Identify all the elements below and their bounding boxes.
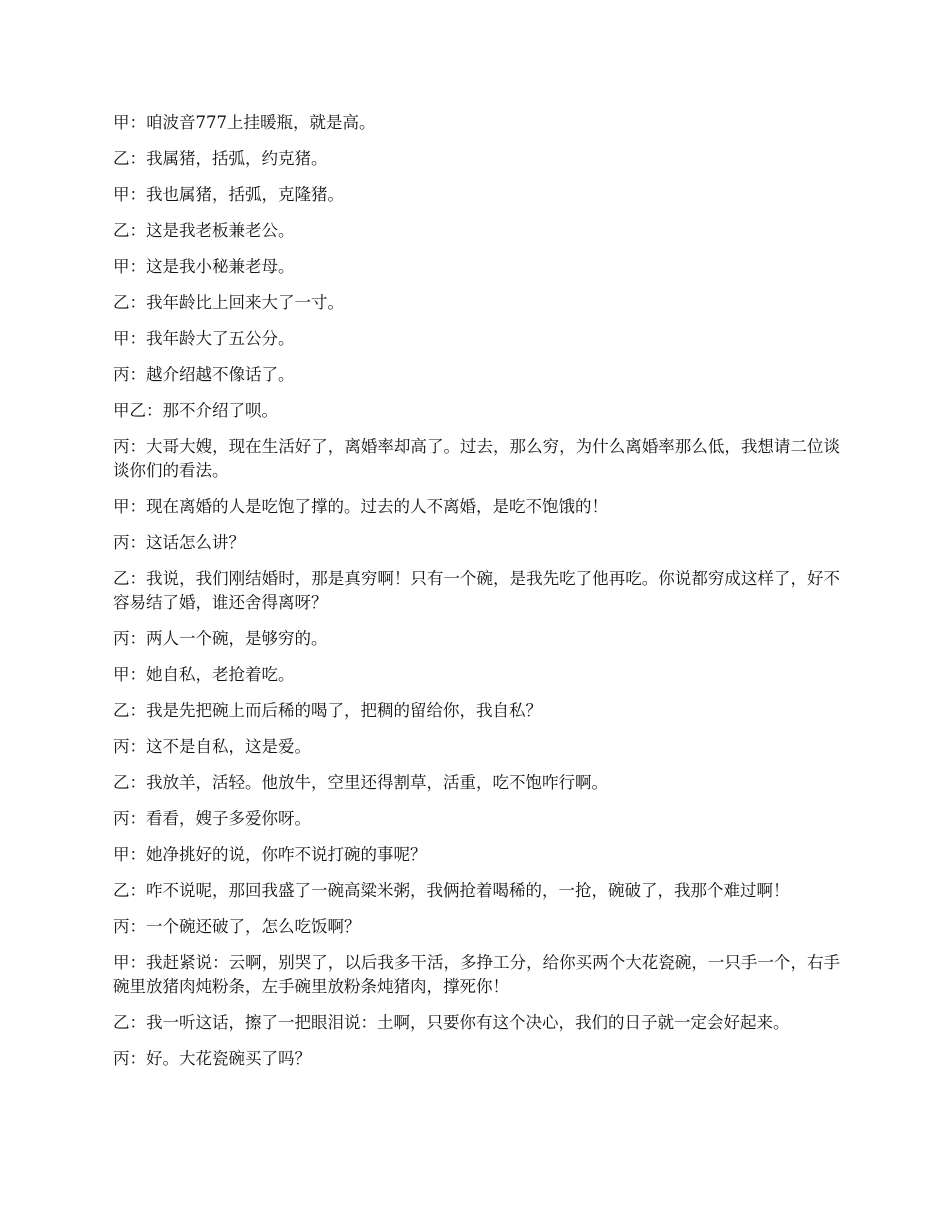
dialogue-line: 丙：大哥大嫂，现在生活好了，离婚率却高了。过去，那么穷，为什么离婚率那么低，我想请二位谈谈你们的看法。 — [113, 437, 840, 480]
dialogue-line: 甲：我年龄大了五公分。 — [113, 329, 295, 348]
dialogue-text — [113, 111, 840, 1083]
dialogue-line: 丙：越介绍越不像话了。 — [113, 365, 295, 384]
dialogue-line: 丙：一个碗还破了，怎么吃饭啊？ — [113, 917, 361, 936]
dialogue-line: 丙：看看，嫂子多爱你呀。 — [113, 809, 311, 828]
dialogue-line: 甲：我赶紧说：云啊，别哭了，以后我多干活，多挣工分，给你买两个大花瓷碗，一只手一个，右手碗里放猪肉炖粉条，左手碗里放粉条炖猪肉，撑死你！ — [113, 953, 840, 996]
dialogue-line: 甲：我也属猪，括弧，克隆猪。 — [113, 185, 344, 204]
dialogue-line: 甲乙：那不介绍了呗。 — [113, 401, 278, 420]
dialogue-line: 乙：我属猪，括弧，约克猪。 — [113, 149, 328, 168]
dialogue-line: 丙：这话怎么讲？ — [113, 533, 245, 552]
dialogue-line: 乙：咋不说呢，那回我盛了一碗高粱米粥，我俩抢着喝稀的，一抢，碗破了，我那个难过啊！ — [113, 881, 790, 900]
dialogue-line: 乙：我一听这话，擦了一把眼泪说：土啊，只要你有这个决心，我们的日子就一定会好起来。 — [113, 1013, 790, 1032]
dialogue-line: 乙：我年龄比上回来大了一寸。 — [113, 293, 344, 312]
dialogue-line: 甲：现在离婚的人是吃饱了撑的。过去的人不离婚，是吃不饱饿的！ — [113, 497, 608, 516]
dialogue-line: 乙：我放羊，活轻。他放牛，空里还得割草，活重，吃不饱咋行啊。 — [113, 773, 608, 792]
dialogue-line: 甲：咱波音777上挂暖瓶，就是高。 — [113, 113, 376, 132]
dialogue-line: 丙：这不是自私，这是爱。 — [113, 737, 311, 756]
dialogue-line: 乙：我是先把碗上而后稀的喝了，把稠的留给你，我自私？ — [113, 701, 542, 720]
dialogue-line: 乙：我说，我们刚结婚时，那是真穷啊！只有一个碗，是我先吃了他再吃。你说都穷成这样了，好不容易结了婚，谁还舍得离呀？ — [113, 569, 840, 612]
dialogue-line: 丙：好。大花瓷碗买了吗？ — [113, 1049, 311, 1068]
dialogue-line: 甲：这是我小秘兼老母。 — [113, 257, 295, 276]
dialogue-line: 乙：这是我老板兼老公。 — [113, 221, 295, 240]
dialogue-line: 甲：她自私，老抢着吃。 — [113, 665, 295, 684]
dialogue-line: 丙：两人一个碗，是够穷的。 — [113, 629, 328, 648]
dialogue-line: 甲：她净挑好的说，你咋不说打碗的事呢？ — [113, 845, 427, 864]
